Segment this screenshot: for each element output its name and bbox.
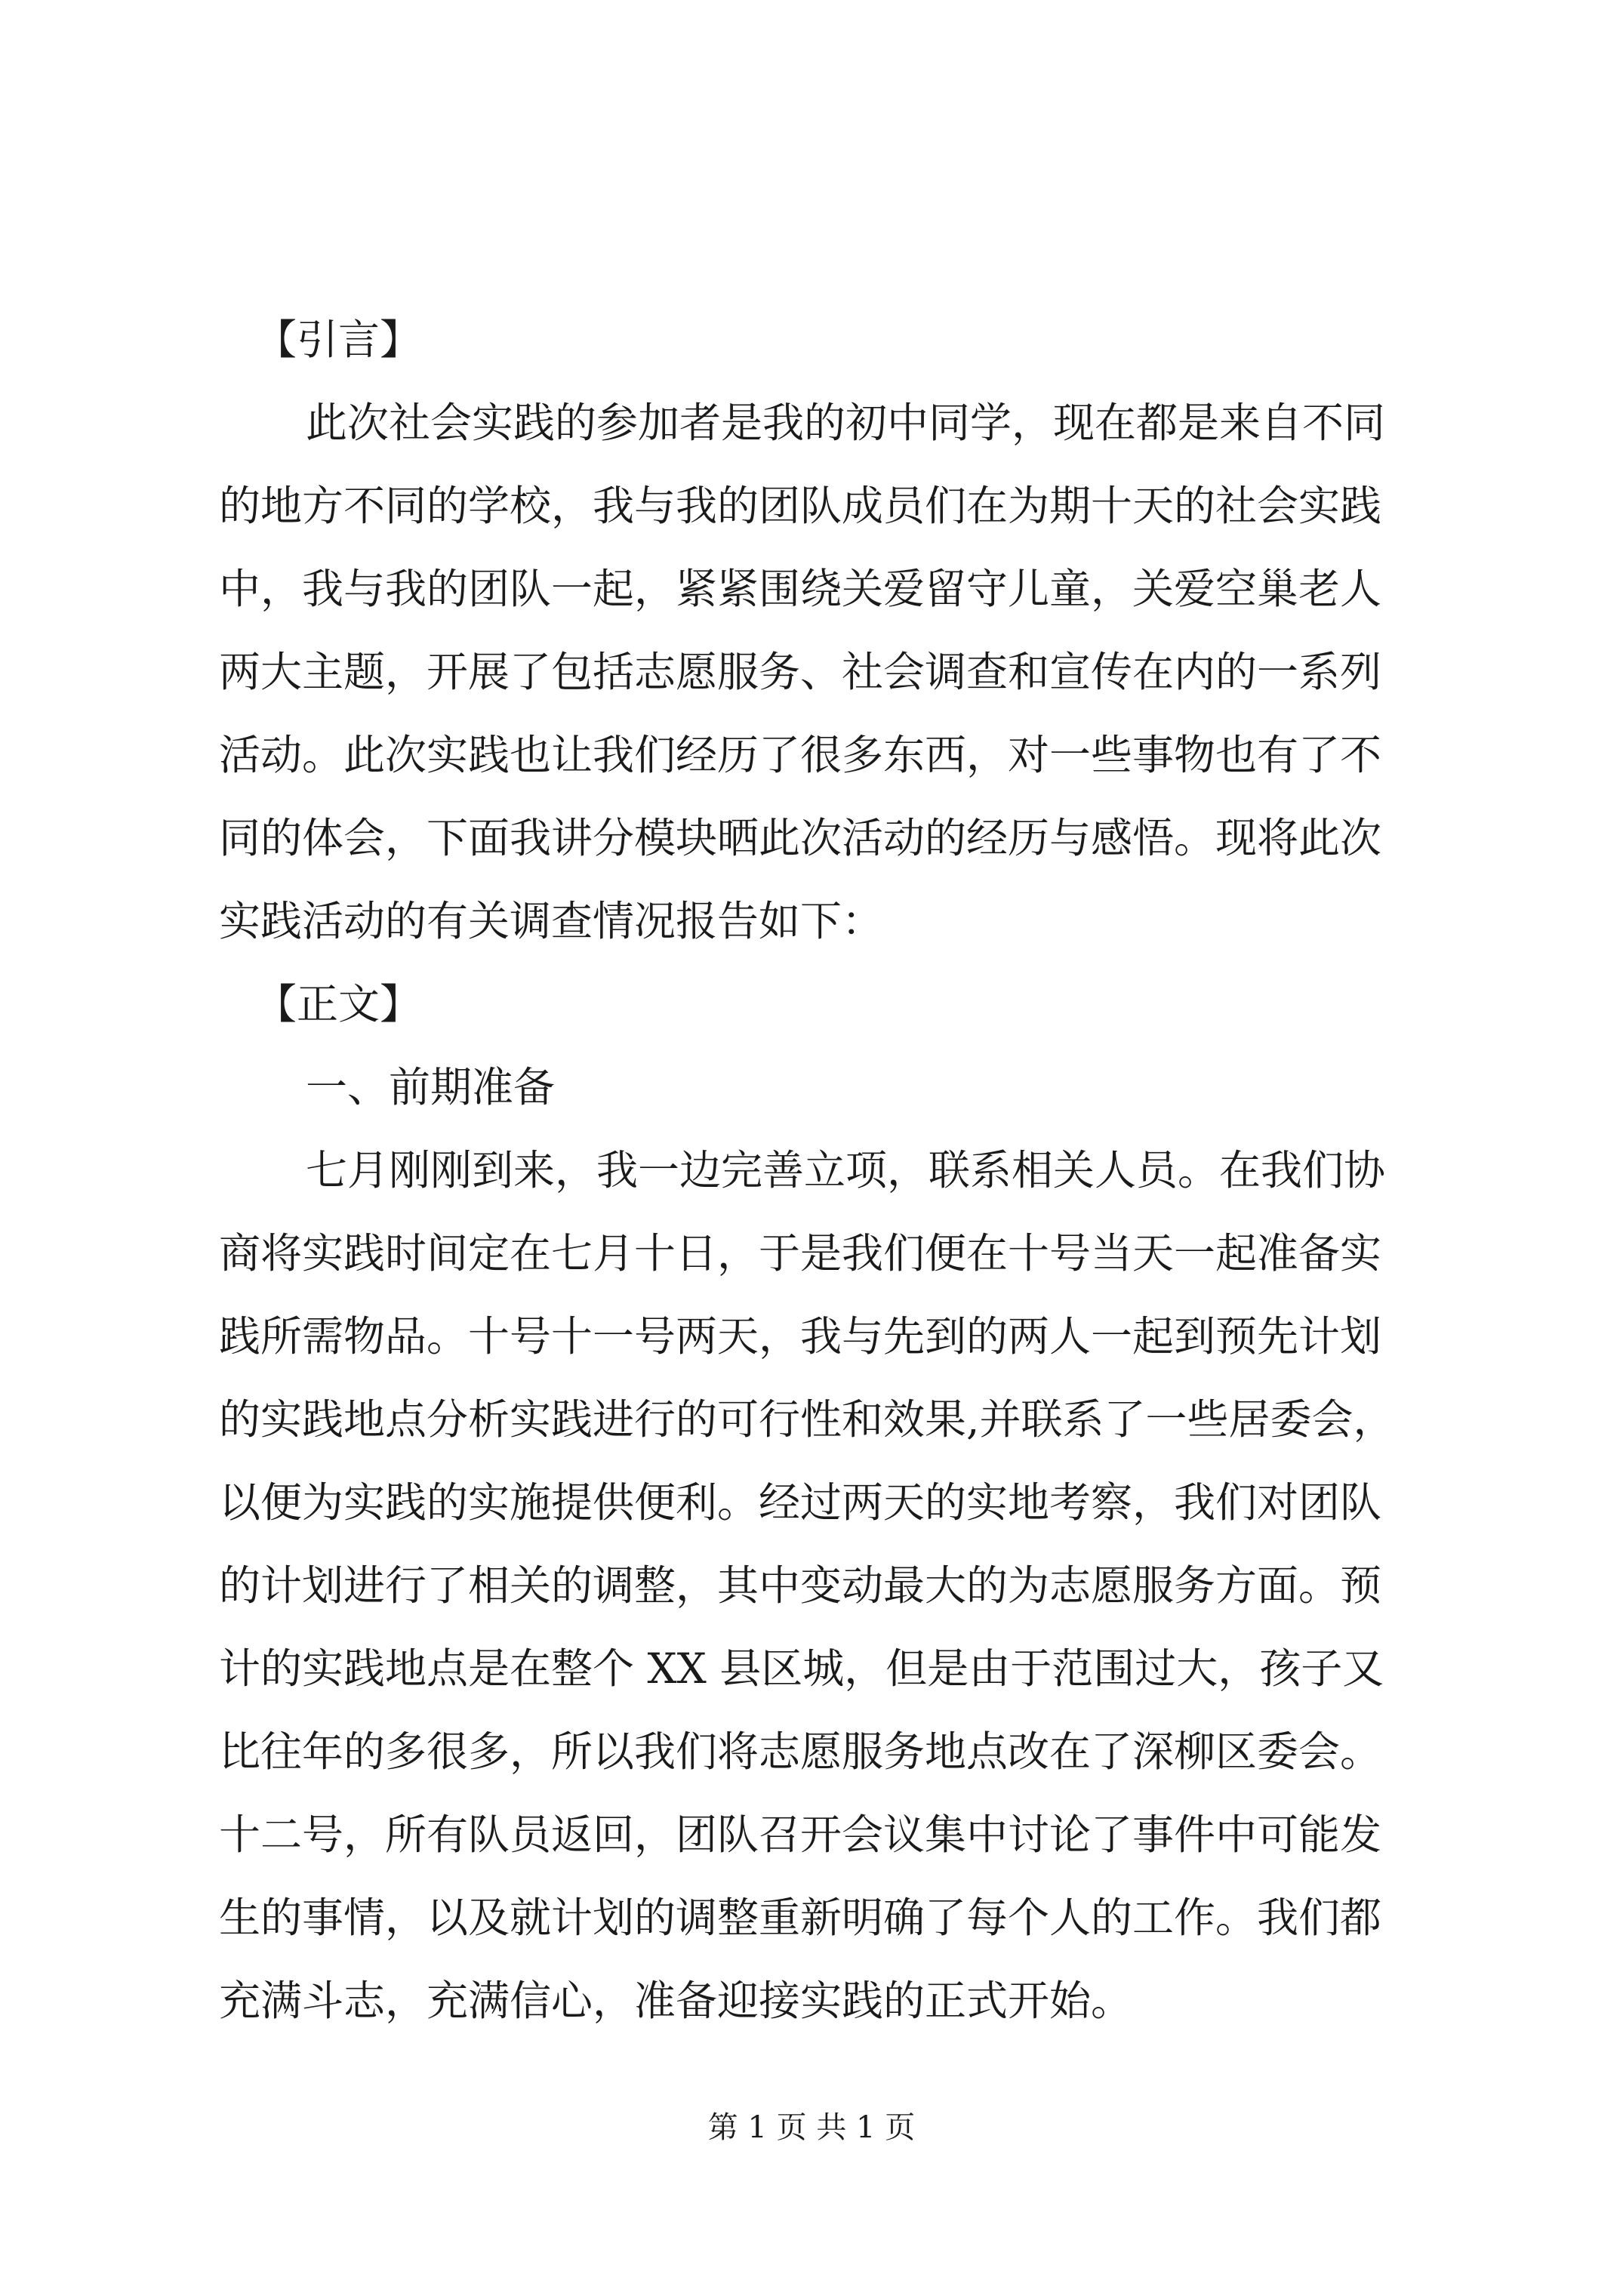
section-heading: 一、前期准备: [306, 1063, 556, 1111]
intro-line: 同的体会，下面我讲分模块晒此次活动的经历与感悟。现将此次: [219, 814, 1382, 862]
intro-line: 活动。此次实践也让我们经历了很多东西，对一些事物也有了不: [219, 731, 1382, 779]
section-line: 七月刚刚到来，我一边完善立项，联系相关人员。在我们协: [306, 1146, 1386, 1194]
intro-heading: 【引言】: [255, 316, 422, 364]
section-line: 的实践地点分析实践进行的可行性和效果,并联系了一些居委会，: [219, 1395, 1395, 1444]
intro-line: 此次社会实践的参加者是我的初中同学，现在都是来自不同: [306, 399, 1386, 447]
section-line: 充满斗志，充满信心，准备迎接实践的正式开始。: [219, 1977, 1133, 2025]
intro-line: 的地方不同的学校，我与我的团队成员们在为期十天的社会实践: [219, 482, 1382, 530]
intro-line: 实践活动的有关调查情况报告如下：: [219, 897, 884, 945]
body-heading: 【正文】: [255, 980, 422, 1028]
section-line: 以便为实践的实施提供便利。经过两天的实地考察，我们对团队: [219, 1478, 1382, 1527]
section-line: 比往年的多很多，所以我们将志愿服务地点改在了深柳区委会。: [219, 1727, 1382, 1776]
page-footer: 第 1 页 共 1 页: [707, 2110, 916, 2145]
section-line: 践所需物品。十号十一号两天，我与先到的两人一起到预先计划: [219, 1312, 1382, 1361]
intro-line: 两大主题，开展了包括志愿服务、社会调查和宣传在内的一系列: [219, 648, 1382, 696]
section-line: 生的事情，以及就计划的调整重新明确了每个人的工作。我们都: [219, 1894, 1382, 1942]
section-line: 计的实践地点是在整个 XX 县区城，但是由于范围过大，孩子又: [219, 1644, 1384, 1693]
section-line: 的计划进行了相关的调整，其中变动最大的为志愿服务方面。预: [219, 1561, 1382, 1610]
intro-line: 中，我与我的团队一起，紧紧围绕关爱留守儿童，关爱空巢老人: [219, 565, 1382, 613]
section-line: 十二号，所有队员返回，团队召开会议集中讨论了事件中可能发: [219, 1811, 1382, 1859]
section-line: 商将实践时间定在七月十日，于是我们便在十号当天一起准备实: [219, 1229, 1382, 1277]
